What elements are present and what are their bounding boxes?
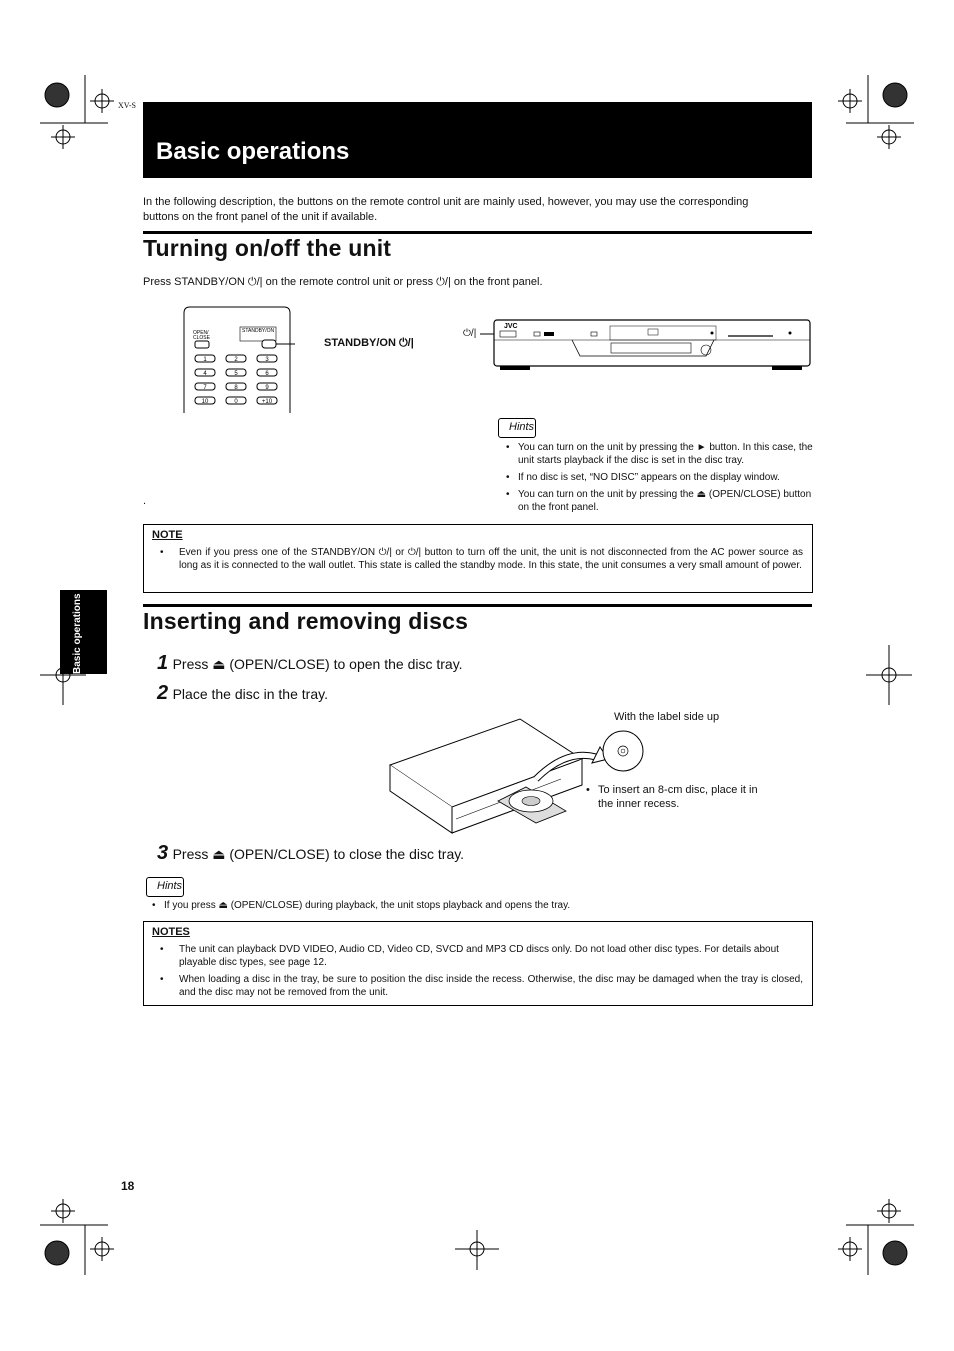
step-text: Press ⏏ (OPEN/CLOSE) to open the disc tray. (172, 656, 463, 672)
section1-rule (143, 231, 812, 234)
cd-tip-list (584, 783, 764, 811)
notes-list (158, 943, 803, 999)
note-box (143, 524, 813, 593)
notes-box (143, 921, 813, 1006)
hints-list-2 (150, 899, 770, 912)
note-item: • Even if you press one of the STANDBY/ON ⏻/| or ⏻/| button to turn off the unit, the unit is not disconnected from the AC power source as long as it is connected to the wall outlet. This state is called the standby mode. In this state, the unit consumes a very small amount of power. (158, 546, 803, 572)
hints-list-1 (504, 441, 814, 514)
section1-title: Turning on/off the unit (143, 235, 392, 261)
note-item: • The unit can playback DVD VIDEO, Audio CD, Video CD, SVCD and MP3 CD discs only. Do not load other disc types. For details about playable disc types, see page 12. (158, 943, 803, 969)
hints-icon-1: Hints (498, 418, 536, 438)
remote-control-illustration (180, 303, 295, 413)
model-code: XV-S (118, 101, 136, 110)
section1-instruction: Press STANDBY/ON ⏻/| on the remote control unit or press ⏻/| on the front panel. (143, 276, 543, 288)
svg-text:2: 2 (234, 357, 238, 363)
hint-item: • If you press ⏏ (OPEN/CLOSE) during playback, the unit stops playback and opens the tray. (150, 899, 770, 912)
svg-text:5: 5 (234, 371, 238, 377)
step-number: 3 (157, 842, 169, 864)
svg-text:CLOSE: CLOSE (193, 335, 210, 341)
step-text: Press ⏏ (OPEN/CLOSE) to close the disc tray. (172, 846, 465, 862)
dvd-player-illustration (478, 318, 813, 373)
intro-text: In the following description, the buttons on the remote control unit are mainly used, however, you may use the corresponding buttons on the front panel of the unit if available. (143, 196, 749, 223)
section2-rule (143, 604, 812, 607)
page-title: Basic operations (156, 138, 350, 165)
svg-text:4: 4 (203, 371, 207, 377)
note-list (158, 546, 803, 572)
remote-standby-label: STANDBY/ON ⏻/| (324, 337, 414, 349)
step-text: Place the disc in the tray. (172, 686, 328, 702)
hint-item: • You can turn on the unit by pressing the ⏏ (OPEN/CLOSE) button on the front panel. (504, 488, 814, 514)
svg-text:OPEN/: OPEN/ (193, 330, 209, 336)
svg-text:7: 7 (203, 385, 207, 391)
step-number: 1 (157, 652, 169, 674)
notes-title: NOTES (152, 926, 190, 938)
section2-title: Inserting and removing discs (143, 608, 469, 634)
stray-dot: . (143, 495, 147, 507)
svg-text:0: 0 (234, 399, 238, 405)
svg-text:9: 9 (265, 385, 269, 391)
svg-text:6: 6 (265, 371, 269, 377)
step-3 (157, 842, 464, 865)
page-number: 18 (121, 1179, 135, 1193)
svg-text:1: 1 (203, 357, 207, 363)
svg-text:STANDBY/ON: STANDBY/ON (242, 328, 275, 334)
hints-icon-2: Hints (146, 877, 184, 897)
step-1 (157, 652, 463, 675)
step-number: 2 (157, 682, 169, 704)
step-2 (157, 682, 328, 705)
svg-text:8: 8 (234, 385, 238, 391)
svg-text:+10: +10 (261, 399, 273, 405)
label-side-caption: With the label side up (614, 711, 720, 723)
front-panel-standby-label: ⏻/| (463, 328, 477, 339)
hint-item: • You can turn on the unit by pressing the ► button. In this case, the unit starts playback if the disc is set in the disc tray. (504, 441, 814, 467)
svg-text:3: 3 (265, 357, 269, 363)
svg-text:JVC: JVC (504, 323, 518, 330)
hint-item: • If no disc is set, “NO DISC” appears on the display window. (504, 471, 814, 484)
disc-insertion-illustration (386, 715, 656, 840)
sidebar-tab-label: Basic operations (72, 593, 83, 674)
note-title: NOTE (152, 529, 183, 541)
note-item: • When loading a disc in the tray, be sure to position the disc inside the recess. Otherwise, the disc may be damaged when the tray is closed, and the disc may not be removed from the unit. (158, 973, 803, 999)
cd-tip-item: • To insert an 8-cm disc, place it in the inner recess. (584, 783, 764, 811)
svg-text:10: 10 (201, 399, 209, 405)
